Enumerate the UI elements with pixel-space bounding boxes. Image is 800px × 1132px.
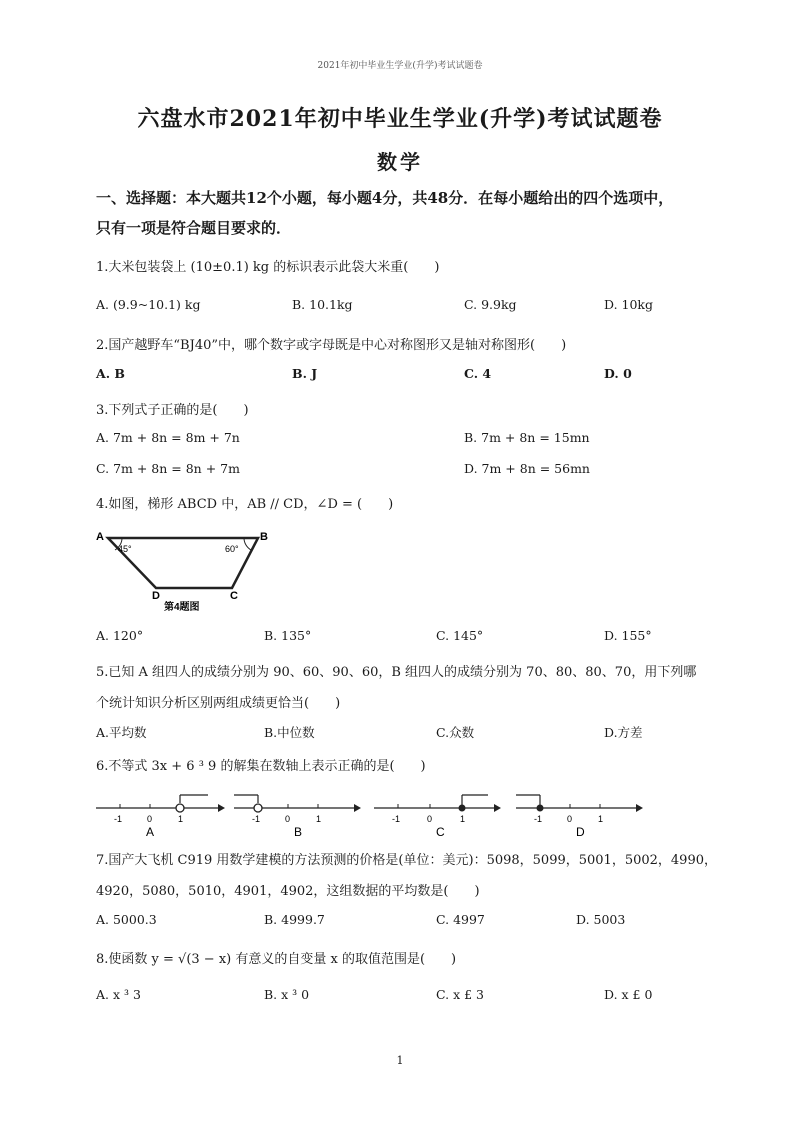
svg-text:-1: -1: [534, 814, 543, 824]
running-header: 2021年初中毕业生学业(升学)考试试题卷: [317, 61, 483, 71]
question-6-stem: 6.不等式 3x + 6 ³ 9 的解集在数轴上表示正确的是( ): [96, 759, 426, 774]
svg-text:1: 1: [460, 814, 466, 824]
angle-arc-b: [244, 538, 251, 550]
question-7-option-b: B. 4999.7: [264, 912, 325, 927]
question-4-stem: 4.如图，梯形 ABCD 中，AB // CD，∠D = ( ): [96, 497, 394, 512]
question-5-option-a: A.平均数: [96, 725, 147, 740]
question-4-option-a: A. 120°: [96, 628, 144, 643]
page-number: 1: [396, 1054, 404, 1067]
svg-text:1: 1: [598, 814, 604, 824]
vertex-label-b: B: [260, 531, 268, 543]
vertex-label-d: D: [152, 590, 160, 602]
svg-text:1: 1: [316, 814, 322, 824]
question-4-option-d: D. 155°: [604, 628, 652, 643]
svg-text:1: 1: [178, 814, 184, 824]
subject-title: 数学: [377, 150, 423, 174]
question-2-option-b: B. J: [292, 366, 318, 381]
question-3-option-d: D. 7m + 8n = 56mn: [464, 461, 590, 476]
question-8-option-b: B. x ³ 0: [264, 987, 310, 1002]
question-1-option-b: B. 10.1kg: [292, 297, 353, 312]
number-line-figure: [92, 786, 652, 842]
vertex-label-a: A: [96, 531, 104, 543]
section-heading-line1: 一、选择题：本大题共12个小题，每小题4分，共48分．在每小题给出的四个选项中，: [96, 189, 674, 207]
question-1-stem: 1.大米包装袋上 (10±0.1) kg 的标识表示此袋大米重( ): [96, 260, 440, 275]
svg-text:-1: -1: [252, 814, 261, 824]
question-2-option-a: A. B: [96, 366, 125, 381]
question-1-option-a: A. (9.9~10.1) kg: [96, 297, 201, 312]
question-5-stem-line2: 个统计知识分析区别两组成绩更恰当( ): [96, 696, 341, 711]
question-8-option-a: A. x ³ 3: [96, 987, 141, 1002]
question-3-option-a: A. 7m + 8n = 8m + 7n: [96, 430, 240, 445]
svg-text:-1: -1: [114, 814, 123, 824]
question-4-option-c: C. 145°: [436, 628, 484, 643]
angle-label-45: 45°: [118, 544, 132, 554]
svg-text:0: 0: [285, 814, 291, 824]
question-7-option-a: A. 5000.3: [96, 912, 157, 927]
svg-text:A: A: [146, 825, 155, 839]
number-line-a: [96, 795, 225, 839]
question-3-option-c: C. 7m + 8n = 8n + 7m: [96, 461, 240, 476]
svg-text:0: 0: [147, 814, 153, 824]
question-5-option-b: B.中位数: [264, 725, 315, 740]
question-3-stem: 3.下列式子正确的是( ): [96, 403, 249, 418]
question-5-option-c: C.众数: [436, 725, 475, 740]
question-2-option-c: C. 4: [464, 366, 492, 381]
page-title: 六盘水市2021年初中毕业生学业(升学)考试试题卷: [137, 106, 663, 132]
number-line-d: [516, 795, 643, 839]
question-2-option-d: D. 0: [604, 366, 632, 381]
question-8-stem: 8.使函数 y = √(3 − x) 有意义的自变量 x 的取值范围是( ): [96, 952, 457, 967]
trapezoid-figure: [92, 528, 272, 612]
question-1-option-d: D. 10kg: [604, 297, 654, 312]
question-7-stem-line1: 7.国产大飞机 C919 用数学建模的方法预测的价格是(单位：美元)：5098，5099，5001，5002，4990，: [96, 853, 717, 868]
number-line-b: [234, 795, 361, 839]
svg-text:D: D: [576, 825, 585, 839]
question-5-option-d: D.方差: [604, 725, 643, 740]
svg-text:C: C: [436, 825, 445, 839]
number-line-c: [374, 795, 501, 839]
question-8-option-c: C. x £ 3: [436, 987, 484, 1002]
question-1-option-c: C. 9.9kg: [464, 297, 517, 312]
question-2-stem: 2.国产越野车“BJ40”中，哪个数字或字母既是中心对称图形又是轴对称图形( ): [96, 338, 567, 353]
angle-label-60: 60°: [225, 544, 239, 554]
question-7-stem-line2: 4920，5080，5010，4901，4902，这组数据的平均数是( ): [96, 884, 480, 899]
question-3-option-b: B. 7m + 8n = 15mn: [464, 430, 590, 445]
svg-text:0: 0: [427, 814, 433, 824]
question-4-option-b: B. 135°: [264, 628, 312, 643]
svg-text:0: 0: [567, 814, 573, 824]
vertex-label-c: C: [230, 590, 238, 602]
svg-text:B: B: [294, 825, 303, 839]
question-5-stem-line1: 5.已知 A 组四人的成绩分别为 90、60、90、60，B 组四人的成绩分别为 70、80、80、70，用下列哪: [96, 665, 697, 680]
section-heading-line2: 只有一项是符合题目要求的．: [96, 219, 292, 237]
svg-text:-1: -1: [392, 814, 401, 824]
question-7-option-c: C. 4997: [436, 912, 485, 927]
question-8-option-d: D. x £ 0: [604, 987, 653, 1002]
question-7-option-d: D. 5003: [576, 912, 626, 927]
figure-caption: 第4题图: [164, 602, 200, 612]
